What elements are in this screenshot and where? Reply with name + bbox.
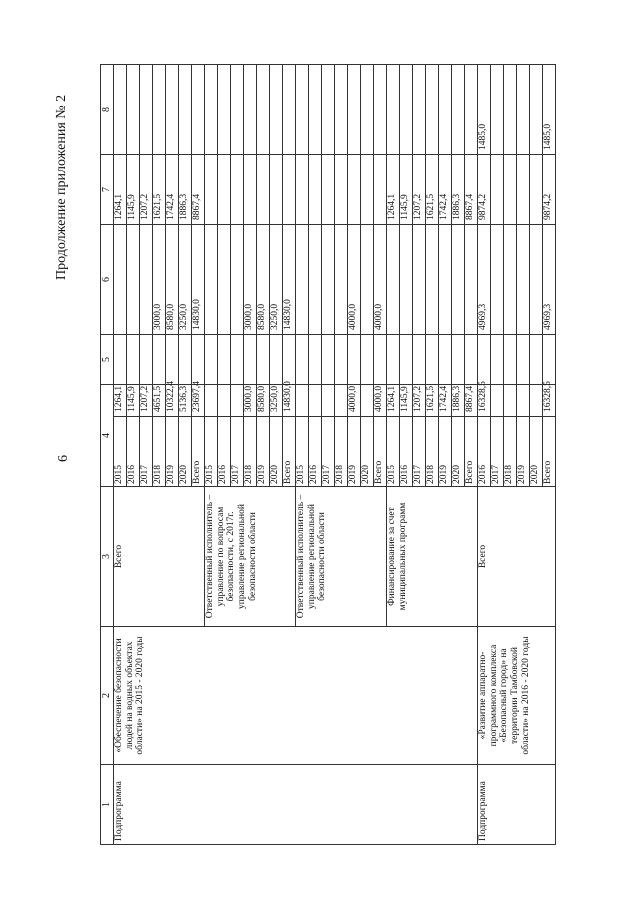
- value-cell: [205, 155, 218, 225]
- value-cell: [426, 335, 439, 385]
- value-cell: 5136,3: [179, 385, 192, 417]
- value-cell: [166, 65, 179, 155]
- value-cell: 1207,2: [413, 155, 426, 225]
- year-cell: 2017: [413, 417, 426, 487]
- value-cell: 8867,4: [192, 155, 205, 225]
- value-cell: [387, 225, 400, 335]
- value-cell: 3250,0: [179, 225, 192, 335]
- value-cell: [504, 155, 517, 225]
- value-cell: [491, 65, 504, 155]
- value-cell: [543, 335, 556, 385]
- value-cell: [296, 65, 309, 155]
- value-cell: [400, 65, 413, 155]
- value-cell: 10322,4: [166, 385, 179, 417]
- value-cell: 4000,0: [348, 225, 361, 335]
- value-cell: [452, 65, 465, 155]
- value-cell: [231, 385, 244, 417]
- year-cell: Всего: [543, 417, 556, 487]
- year-cell: 2018: [335, 417, 348, 487]
- year-cell: 2019: [257, 417, 270, 487]
- year-cell: 2017: [231, 417, 244, 487]
- value-cell: [218, 65, 231, 155]
- value-cell: [400, 225, 413, 335]
- value-cell: 23697,4: [192, 385, 205, 417]
- year-cell: Всего: [283, 417, 296, 487]
- year-cell: 2020: [179, 417, 192, 487]
- budget-table-body: [101, 65, 556, 845]
- value-cell: 1742,4: [439, 385, 452, 417]
- subprogram-name: «Обеспечение безопасности людей на водных объектах области» на 2015 - 2020 годы: [114, 627, 478, 765]
- value-cell: [153, 335, 166, 385]
- year-cell: 2016: [478, 417, 491, 487]
- year-cell: 2020: [452, 417, 465, 487]
- value-cell: [517, 65, 530, 155]
- value-cell: [322, 385, 335, 417]
- value-cell: 1621,5: [153, 155, 166, 225]
- value-cell: [374, 155, 387, 225]
- year-cell: 2020: [270, 417, 283, 487]
- value-cell: 14830,0: [283, 385, 296, 417]
- year-cell: 2018: [153, 417, 166, 487]
- value-cell: [517, 385, 530, 417]
- year-cell: 2016: [309, 417, 322, 487]
- value-cell: [348, 155, 361, 225]
- value-cell: 1886,3: [179, 155, 192, 225]
- value-cell: 1207,2: [140, 385, 153, 417]
- value-cell: 3000,0: [244, 385, 257, 417]
- value-cell: [426, 65, 439, 155]
- value-cell: [205, 385, 218, 417]
- header-cell: 8: [101, 65, 114, 155]
- value-cell: [465, 65, 478, 155]
- value-cell: 16328,5: [543, 385, 556, 417]
- header-cell: 1: [101, 765, 114, 845]
- value-cell: [127, 335, 140, 385]
- table-row: [114, 65, 127, 845]
- value-cell: [348, 335, 361, 385]
- value-cell: [218, 385, 231, 417]
- value-cell: 1621,5: [426, 155, 439, 225]
- value-cell: 9874,2: [543, 155, 556, 225]
- value-cell: [439, 225, 452, 335]
- value-cell: [231, 65, 244, 155]
- value-cell: [244, 335, 257, 385]
- appendix-heading: Продолжение приложения № 2: [54, 94, 69, 280]
- value-cell: [309, 225, 322, 335]
- value-cell: [322, 65, 335, 155]
- value-cell: 9874,2: [478, 155, 491, 225]
- value-cell: [335, 225, 348, 335]
- value-cell: [140, 65, 153, 155]
- year-cell: 2016: [218, 417, 231, 487]
- value-cell: [283, 335, 296, 385]
- value-cell: [114, 335, 127, 385]
- value-cell: [166, 335, 179, 385]
- value-cell: 1207,2: [140, 155, 153, 225]
- value-cell: [491, 335, 504, 385]
- header-cell: 2: [101, 627, 114, 765]
- value-cell: 1485,0: [543, 65, 556, 155]
- year-cell: Всего: [374, 417, 387, 487]
- year-cell: 2018: [244, 417, 257, 487]
- year-cell: Всего: [465, 417, 478, 487]
- value-cell: [361, 335, 374, 385]
- value-cell: 1264,1: [114, 385, 127, 417]
- value-cell: [517, 335, 530, 385]
- value-cell: [504, 385, 517, 417]
- value-cell: [413, 65, 426, 155]
- header-cell: 6: [101, 225, 114, 335]
- value-cell: 1742,4: [166, 155, 179, 225]
- value-cell: [218, 335, 231, 385]
- value-cell: 4000,0: [374, 385, 387, 417]
- total-label: Всего: [478, 487, 556, 627]
- value-cell: [439, 65, 452, 155]
- value-cell: [439, 335, 452, 385]
- value-cell: [530, 335, 543, 385]
- value-cell: [530, 225, 543, 335]
- value-cell: 3000,0: [153, 225, 166, 335]
- value-cell: [504, 335, 517, 385]
- value-cell: 3000,0: [244, 225, 257, 335]
- value-cell: [413, 335, 426, 385]
- value-cell: [270, 155, 283, 225]
- value-cell: [218, 225, 231, 335]
- value-cell: 1485,0: [478, 65, 491, 155]
- value-cell: [296, 225, 309, 335]
- value-cell: [205, 225, 218, 335]
- value-cell: 4000,0: [348, 385, 361, 417]
- value-cell: [361, 65, 374, 155]
- value-cell: [491, 155, 504, 225]
- value-cell: [257, 335, 270, 385]
- value-cell: 1886,3: [452, 385, 465, 417]
- header-cell: 7: [101, 155, 114, 225]
- value-cell: 1621,5: [426, 385, 439, 417]
- year-cell: Всего: [192, 417, 205, 487]
- value-cell: [374, 335, 387, 385]
- value-cell: 1886,3: [452, 155, 465, 225]
- value-cell: [192, 335, 205, 385]
- value-cell: [257, 155, 270, 225]
- value-cell: [309, 65, 322, 155]
- value-cell: 4000,0: [374, 225, 387, 335]
- value-cell: [140, 225, 153, 335]
- value-cell: [413, 225, 426, 335]
- value-cell: 4651,5: [153, 385, 166, 417]
- total-label: Всего: [114, 487, 205, 627]
- header-row: [101, 65, 114, 845]
- value-cell: [374, 65, 387, 155]
- value-cell: [283, 155, 296, 225]
- value-cell: [530, 155, 543, 225]
- value-cell: [322, 155, 335, 225]
- value-cell: [322, 225, 335, 335]
- value-cell: 8867,4: [465, 155, 478, 225]
- year-cell: 2019: [439, 417, 452, 487]
- year-cell: 2015: [296, 417, 309, 487]
- value-cell: 8580,0: [257, 385, 270, 417]
- value-cell: [153, 65, 166, 155]
- year-cell: 2019: [517, 417, 530, 487]
- value-cell: [361, 225, 374, 335]
- value-cell: [452, 335, 465, 385]
- year-cell: 2015: [387, 417, 400, 487]
- page-number: 6: [56, 455, 71, 462]
- value-cell: [517, 225, 530, 335]
- subprogram-type: Подпрограмма: [114, 765, 478, 845]
- value-cell: [361, 155, 374, 225]
- year-cell: 2016: [127, 417, 140, 487]
- value-cell: [517, 155, 530, 225]
- value-cell: [335, 385, 348, 417]
- value-cell: 1264,1: [114, 155, 127, 225]
- value-cell: [296, 385, 309, 417]
- value-cell: [335, 335, 348, 385]
- value-cell: 14830,0: [283, 225, 296, 335]
- value-cell: [348, 65, 361, 155]
- value-cell: [179, 335, 192, 385]
- value-cell: [283, 65, 296, 155]
- executor-label: Ответственный исполнитель – управление региональной безопасности области: [296, 487, 387, 627]
- value-cell: 1207,2: [413, 385, 426, 417]
- value-cell: 14830,0: [192, 225, 205, 335]
- year-cell: 2019: [348, 417, 361, 487]
- value-cell: [387, 65, 400, 155]
- value-cell: 1145,9: [400, 155, 413, 225]
- value-cell: [530, 65, 543, 155]
- value-cell: 8580,0: [166, 225, 179, 335]
- value-cell: [114, 225, 127, 335]
- value-cell: [270, 65, 283, 155]
- value-cell: 8867,4: [465, 385, 478, 417]
- value-cell: [244, 65, 257, 155]
- value-cell: [491, 225, 504, 335]
- value-cell: 1264,1: [387, 385, 400, 417]
- year-cell: 2020: [530, 417, 543, 487]
- value-cell: [296, 335, 309, 385]
- value-cell: [192, 65, 205, 155]
- value-cell: [478, 335, 491, 385]
- value-cell: 3250,0: [270, 225, 283, 335]
- year-cell: 2018: [426, 417, 439, 487]
- value-cell: [114, 65, 127, 155]
- year-cell: 2015: [205, 417, 218, 487]
- year-cell: 2015: [114, 417, 127, 487]
- value-cell: 3250,0: [270, 385, 283, 417]
- year-cell: 2020: [361, 417, 374, 487]
- value-cell: [504, 225, 517, 335]
- value-cell: [296, 155, 309, 225]
- value-cell: [387, 335, 400, 385]
- value-cell: 4969,3: [478, 225, 491, 335]
- value-cell: 1145,9: [127, 385, 140, 417]
- budget-table-container: [100, 65, 603, 845]
- value-cell: 16328,5: [478, 385, 491, 417]
- value-cell: [322, 335, 335, 385]
- value-cell: [335, 65, 348, 155]
- value-cell: [231, 225, 244, 335]
- subprogram-name: «Развитие аппаратно-программного комплекса «Безопасный город» на территории Тамбовской области» на 2016 - 2020 годы: [478, 627, 556, 765]
- value-cell: [504, 65, 517, 155]
- value-cell: 1742,4: [439, 155, 452, 225]
- value-cell: [400, 335, 413, 385]
- value-cell: [465, 225, 478, 335]
- year-cell: 2018: [504, 417, 517, 487]
- value-cell: [127, 65, 140, 155]
- value-cell: [309, 155, 322, 225]
- value-cell: [257, 65, 270, 155]
- value-cell: 1145,9: [400, 385, 413, 417]
- value-cell: [140, 335, 153, 385]
- value-cell: [205, 65, 218, 155]
- header-cell: 5: [101, 335, 114, 385]
- value-cell: [491, 385, 504, 417]
- value-cell: [530, 385, 543, 417]
- year-cell: 2019: [166, 417, 179, 487]
- value-cell: [335, 155, 348, 225]
- value-cell: [309, 385, 322, 417]
- value-cell: [179, 65, 192, 155]
- value-cell: [244, 155, 257, 225]
- budget-table: [100, 64, 556, 845]
- value-cell: 8580,0: [257, 225, 270, 335]
- value-cell: 4969,3: [543, 225, 556, 335]
- value-cell: [231, 335, 244, 385]
- value-cell: [452, 225, 465, 335]
- year-cell: 2017: [140, 417, 153, 487]
- value-cell: [218, 155, 231, 225]
- header-cell: 3: [101, 487, 114, 627]
- value-cell: [270, 335, 283, 385]
- value-cell: [231, 155, 244, 225]
- value-cell: [205, 335, 218, 385]
- value-cell: [361, 385, 374, 417]
- value-cell: [127, 225, 140, 335]
- municipal-label: Финансирование за счет муниципальных программ: [387, 487, 478, 627]
- year-cell: 2017: [491, 417, 504, 487]
- value-cell: [426, 225, 439, 335]
- table-row: [478, 65, 491, 845]
- value-cell: 1145,9: [127, 155, 140, 225]
- year-cell: 2017: [322, 417, 335, 487]
- subprogram-type: Подпрограмма: [478, 765, 556, 845]
- value-cell: [465, 335, 478, 385]
- year-cell: 2016: [400, 417, 413, 487]
- value-cell: 1264,1: [387, 155, 400, 225]
- value-cell: [309, 335, 322, 385]
- header-cell: 4: [101, 385, 114, 487]
- executor-label: Ответственный исполнитель – управление по вопросам безопасности, с 2017г. управление региональной безопасности области: [205, 487, 296, 627]
